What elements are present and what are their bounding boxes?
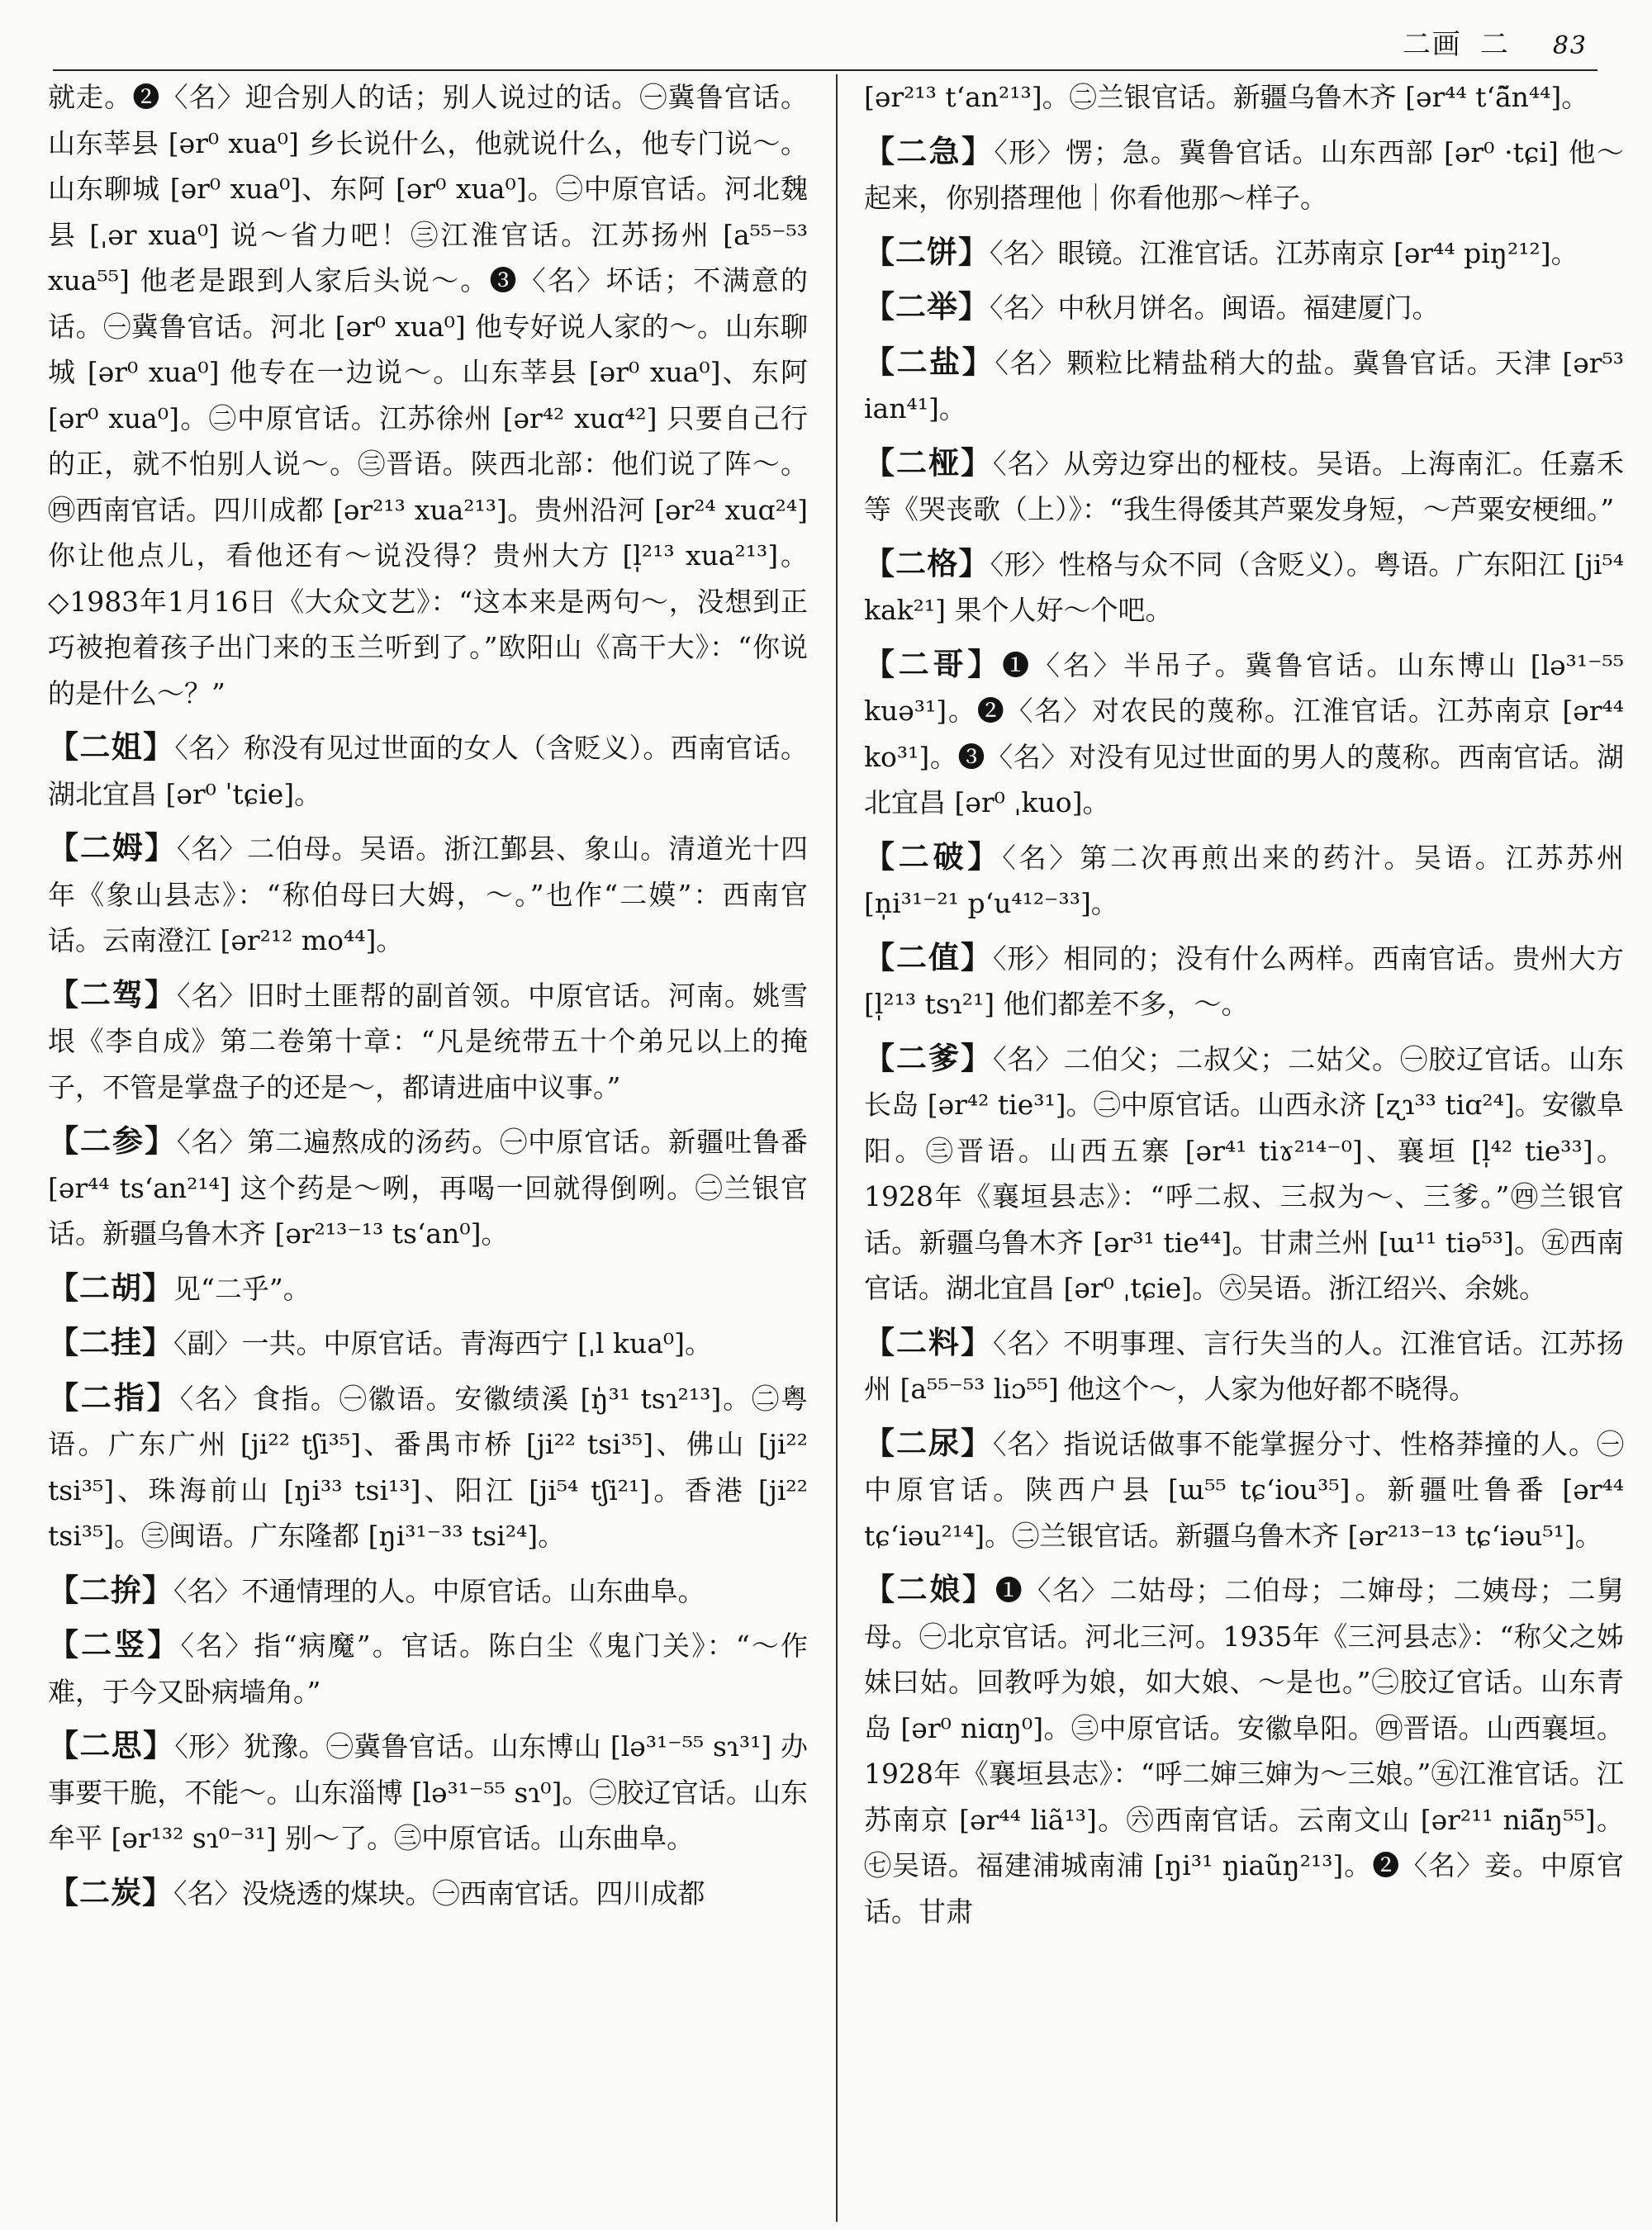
dictionary-entry (864, 129, 1624, 221)
entry-definition: 〈副〉一共。中原官话。青海西宁 [ˌl kua⁰]。 (173, 1327, 713, 1359)
entry-headword: 【二拚】 (48, 1571, 173, 1608)
entry-headword: 【二桠】 (864, 444, 993, 481)
dictionary-entry (48, 1118, 808, 1257)
left-column (48, 74, 808, 2222)
dictionary-entry (48, 724, 808, 817)
header-section: 二画 (1402, 28, 1462, 61)
dictionary-entry (48, 1568, 808, 1615)
dictionary-entry (864, 642, 1624, 826)
entry-headword: 【二值】 (864, 938, 993, 975)
entry-definition: 〈名〉食指。㊀徽语。安徽绩溪 [ŋ̍³¹ tsɿ²¹³]。㊁粤语。广东广州 [ji²² tʃi³⁵]、番禺市桥 [ji²² tsi³⁵]、佛山 [ji²² tsi³⁵]、珠海前山 [ŋi³³ tsi¹³]、阳江 [ji⁵⁴ tʃi²¹]。香港 [ji²² tsi³⁵]。㊂闽语。广东隆都 [ŋi³¹⁻³³ tsi²⁴]。 (48, 1382, 808, 1552)
entry-definition: 〈名〉指“病魔”。官话。陈白尘《鬼门关》：“～作难，于今又卧病墙角。” (48, 1630, 808, 1708)
entry-definition: 〈名〉二伯父；二叔父；二姑父。㊀胶辽官话。山东长岛 [ər⁴² tie³¹]。㊁中原官话。山西永济 [ʐɿ³³ tiɑ²⁴]。安徽阜阳。㊂晋语。山西五寨 [ər⁴¹ tiɤ²¹⁴⁻⁰]、襄垣 [l̩⁴² tie³³]。1928年《襄垣县志》：“呼二叔、三叔为～、三爹。”㊃兰银官话。新疆乌鲁木齐 [ər³¹ tie⁴⁴]。甘肃兰州 [ɯ¹¹ tiə⁵³]。㊄西南官话。湖北宜昌 [ər⁰ ˌtɕie]。㊅吴语。浙江绍兴、余姚。 (864, 1042, 1624, 1304)
entry-definition: ❶〈名〉二姑母；二伯母；二婶母；二姨母；二舅母。㊀北京官话。河北三河。1935年《三河县志》：“称父之姊妹曰姑。回教呼为娘，如大娘、～是也。”㊁胶辽官话。山东青岛 [ər⁰ niɑŋ⁰]。㊂中原官话。安徽阜阳。㊃晋语。山西襄垣。1928年《襄垣县志》：“呼二婶三婶为～三娘。”㊄江淮官话。江苏南京 [ər⁴⁴ liã¹³]。㊅西南官话。云南文山 [ər²¹¹ niã̃ŋ⁵⁵]。㊆吴语。福建浦城南浦 [ŋi³¹ ŋiaũŋ²¹³]。❷〈名〉妾。中原官话。甘肃 (864, 1574, 1624, 1928)
dictionary-entry (48, 825, 808, 964)
entry-definition: 〈名〉指说话做事不能掌握分寸、性格莽撞的人。㊀中原官话。陕西户县 [ɯ⁵⁵ tɕʻiou³⁵]。新疆吐鲁番 [ər⁴⁴ tɕʻiəu²¹⁴]。㊁兰银官话。新疆乌鲁木齐 [ər²¹³⁻¹³ tɕʻiəu⁵¹]。 (864, 1427, 1624, 1552)
dictionary-entry (48, 1622, 808, 1715)
entry-headword: 【二尿】 (864, 1424, 993, 1461)
entry-headword: 【二饼】 (864, 233, 990, 270)
dictionary-entry (864, 440, 1624, 533)
entry-definition: 〈形〉犹豫。㊀冀鲁官话。山东博山 [lə³¹⁻⁵⁵ sɿ³¹] 办事要干脆，不能～。山东淄博 [lə³¹⁻⁵⁵ sɿ⁰]。㊁胶辽官话。山东牟平 [ər¹³² sɿ⁰⁻³¹] 别～了。㊂中原官话。山东曲阜。 (48, 1730, 808, 1854)
dictionary-entry (864, 1320, 1624, 1412)
entry-definition: ❶〈名〉半吊子。冀鲁官话。山东博山 [lə³¹⁻⁵⁵ kuə³¹]。❷〈名〉对农民的蔑称。江淮官话。江苏南京 [ər⁴⁴ ko³¹]。❸〈名〉对没有见过世面的男人的蔑称。西南官话。湖北宜昌 [ər⁰ ˌkuo]。 (864, 648, 1624, 818)
entry-headword: 【二指】 (48, 1378, 180, 1416)
column-divider (836, 74, 838, 2222)
dictionary-entry (864, 1567, 1624, 1934)
entry-definition: 〈形〉相同的；没有什么两样。西南官话。贵州大方 [l̩²¹³ tsɿ²¹] 他们都差不多，～。 (864, 942, 1624, 1020)
entry-headword: 【二姆】 (48, 829, 177, 866)
dictionary-entry (864, 339, 1624, 432)
dictionary-entry (48, 1375, 808, 1559)
entry-definition: 〈形〉性格与众不同（含贬义）。粤语。广东阳江 [ji⁵⁴ kak²¹] 果个人好～个吧。 (864, 548, 1624, 626)
entry-definition: 〈名〉从旁边穿出的桠枝。吴语。上海南汇。任嘉禾等《哭丧歌（上）》：“我生得倭其芦粟发身短，～芦粟安梗细。” (864, 447, 1624, 525)
dictionary-entry (864, 74, 1624, 121)
entry-headword: 【二胡】 (48, 1269, 173, 1306)
entry-definition: 〈名〉不明事理、言行失当的人。江淮官话。江苏扬州 [a⁵⁵⁻⁵³ liɔ⁵⁵] 他这个～，人家为他好都不晓得。 (864, 1326, 1624, 1405)
right-column (864, 74, 1624, 2222)
entry-definition: 〈名〉颗粒比精盐稍大的盐。冀鲁官话。天津 [ər⁵³ ian⁴¹]。 (864, 346, 1624, 425)
header-rule (53, 69, 1597, 71)
dictionary-entry (864, 1036, 1624, 1312)
entry-headword: 【二思】 (48, 1727, 175, 1763)
dictionary-entry (48, 1870, 808, 1917)
entry-definition: 〈名〉中秋月饼名。闽语。福建厦门。 (990, 292, 1440, 324)
entry-definition: 〈形〉愣；急。冀鲁官话。山东西部 [ər⁰ ·tɕi] 他～起来，你别搭理他｜你看他那～样子。 (864, 135, 1624, 214)
entry-definition: 〈名〉第二次再煎出来的药汁。吴语。江苏苏州 [n̩i³¹⁻²¹ pʻu⁴¹²⁻³³]。 (864, 841, 1624, 919)
dictionary-entry (48, 1320, 808, 1367)
entry-definition: 〈名〉不通情理的人。中原官话。山东曲阜。 (173, 1574, 705, 1607)
dictionary-entry (48, 1723, 808, 1862)
entry-definition: 〈名〉没烧透的煤块。㊀西南官话。四川成都 (173, 1877, 705, 1910)
entry-headword: 【二盐】 (864, 343, 995, 380)
dictionary-entry (48, 1265, 808, 1312)
dictionary-entry (864, 935, 1624, 1027)
entry-definition: [ər²¹³ tʻan²¹³]。㊁兰银官话。新疆乌鲁木齐 [ər⁴⁴ tʻã̃n⁴⁴]。 (864, 81, 1589, 113)
entry-headword: 【二竖】 (48, 1626, 181, 1663)
entry-headword: 【二姐】 (48, 728, 175, 765)
entry-definition: 就走。❷〈名〉迎合别人的话；别人说过的话。㊀冀鲁官话。山东莘县 [ər⁰ xua⁰] 乡长说什么，他就说什么，他专门说～。山东聊城 [ər⁰ xua⁰]、东阿 [ər⁰ xua⁰]。㊁中原官话。河北魏县 [ˌər xua⁰] 说～省力吧！㊂江淮官话。江苏扬州 [a⁵⁵⁻⁵³ xua⁵⁵] 他老是跟到人家后头说～。❸〈名〉坏话；不满意的话。㊀冀鲁官话。河北 [ər⁰ xua⁰] 他专好说人家的～。山东聊城 [ər⁰ xua⁰] 他专在一边说～。山东莘县 [ər⁰ xua⁰]、东阿 [ər⁰ xua⁰]。㊁中原官话。江苏徐州 [ər⁴² xuɑ⁴²] 只要自己行的正，就不怕别人说～。㊂晋语。陕西北部：他们说了阵～。㊃西南官话。四川成都 [ər²¹³ xua²¹³]。贵州沿河 [ər²⁴ xuɑ²⁴] 你让他点儿，看他还有～说没得？贵州大方 [l̩²¹³ xua²¹³]。◇1983年1月16日《大众文艺》：“这本来是两句～，没想到正巧被抱着孩子出门来的玉兰听到了。”欧阳山《高干大》：“你说的是什么～？” (48, 81, 808, 709)
entry-headword: 【二娘】 (864, 1571, 995, 1607)
dictionary-entry (864, 1421, 1624, 1559)
entry-headword: 【二哥】 (864, 645, 1003, 682)
entry-headword: 【二驾】 (48, 975, 177, 1013)
entry-headword: 【二炭】 (48, 1873, 173, 1910)
dictionary-entry (48, 972, 808, 1111)
header-char: 二 (1479, 28, 1510, 61)
entry-headword: 【二破】 (864, 837, 1003, 875)
entry-headword: 【二急】 (864, 132, 995, 169)
entry-definition: 〈名〉二伯母。吴语。浙江鄞县、象山。清道光十四年《象山县志》：“称伯母曰大姆，～。”也作“二嫫”：西南官话。云南澄江 [ər²¹² mo⁴⁴]。 (48, 833, 808, 956)
entry-definition: 〈名〉旧时土匪帮的副首领。中原官话。河南。姚雪垠《李自成》第二卷第十章：“凡是统带五十个弟兄以上的掩子，不管是掌盘子的还是～，都请进庙中议事。” (48, 979, 808, 1103)
entry-definition: 〈名〉称没有见过世面的女人（含贬义）。西南官话。湖北宜昌 [ər⁰ ˈtɕie]。 (48, 732, 808, 810)
page-number: 83 (1552, 31, 1588, 60)
dictionary-entry (864, 834, 1624, 927)
dictionary-entry (48, 74, 808, 716)
entry-headword: 【二格】 (864, 544, 990, 581)
entry-headword: 【二参】 (48, 1122, 177, 1159)
entry-headword: 【二爹】 (864, 1039, 993, 1076)
entry-definition: 见“二乎”。 (173, 1272, 311, 1305)
entry-headword: 【二举】 (864, 288, 990, 325)
dictionary-entry (864, 230, 1624, 277)
dictionary-entry (864, 541, 1624, 633)
entry-headword: 【二挂】 (48, 1324, 173, 1360)
entry-headword: 【二料】 (864, 1323, 993, 1360)
entry-definition: 〈名〉第二遍熬成的汤药。㊀中原官话。新疆吐鲁番 [ər⁴⁴ tsʻan²¹⁴] 这个药是～咧，再喝一回就得倒咧。㊁兰银官话。新疆乌鲁木齐 [ər²¹³⁻¹³ tsʻan⁰]。 (48, 1126, 808, 1250)
dictionary-entry (864, 284, 1624, 331)
entry-definition: 〈名〉眼镜。江淮官话。江苏南京 [ər⁴⁴ piŋ²¹²]。 (990, 236, 1578, 269)
running-header (1403, 21, 1588, 63)
